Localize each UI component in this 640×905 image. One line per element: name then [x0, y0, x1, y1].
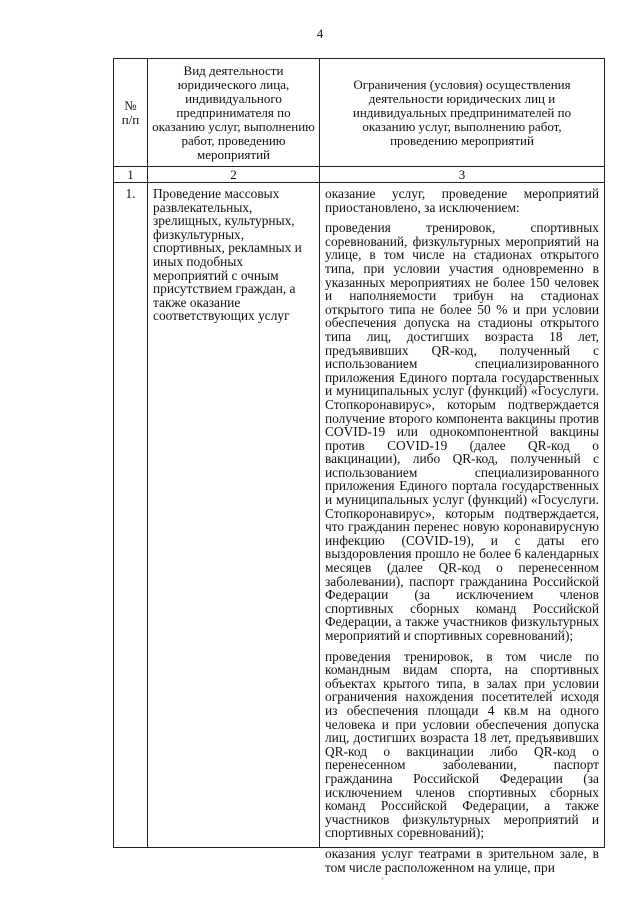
- header-col-activity: Вид деятельности юридического лица, индивидуального предпринимателя по оказанию услуг, выполнению работ, проведению мероприятий: [152, 62, 315, 162]
- condition-indoor-training: проведения тренировок, в том числе по командным видам спорта, на спортивных объектах крытого типа, в залах при условии ограничения нахождения посетителей исходя из обеспечения площади 4 кв.м на одного человека и при условии обеспечения допуска лиц, достигших возраста 18 лет, предъявивших QR-код о вакцинации либо QR-код о перенесенном заболевании, паспорт гражданина Российской Федерации (за исключением членов спортивных сборных команд Российской Федерации, а также участников физкультурных мероприятий и спортивных соревнований);: [325, 648, 599, 841]
- column-number-3: 3: [458, 167, 466, 182]
- condition-outdoor-sports: проведения тренировок, спортивных соревнований, физкультурных мероприятий на улице, в том числе на стадионах открытого типа, при условии участия одновременно в указанных мероприятиях не более 150 человек и наполняемости трибун на стадионах открытого типа не более 50 % и при условии обеспечения допуска на стадионы открытого типа лиц, достигших возраста 18 лет, предъявивших QR-код, полученный с использованием специализированного приложения Единого портала государственных и муниципальных услуг (функций) «Госуслуги. Стопкоронавирус», которым подтверждается получение второго компонента вакцины против COVID-19 или однокомпонентной вакцины против COVID-19 (далее QR-код о вакцинации), либо QR-код, полученный с использованием специализированного приложения Единого портала государственных и муниципальных услуг (функций) «Госуслуги. Стопкоронавирус», которым подтверждается, что гражданин перенес новую коронавирусную инфекцию (COVID-19), и с даты его выздоровления прошло не более 6 календарных месяцев (далее QR-код о перенесенном заболевании), паспорт гражданина Российской Федерации (за исключением членов спортивных сборных команд Российской Федерации, а также участников физкультурных мероприятий и спортивных соревнований);: [325, 220, 599, 643]
- restrictions-table: [113, 58, 605, 875]
- condition-intro: оказание услуг, проведение мероприятий приостановлено, за исключением:: [325, 186, 599, 215]
- condition-theatres: оказания услуг театрами в зрительном зале, в том числе расположенном на улице, при: [325, 845, 599, 875]
- column-number-1: 1: [127, 167, 134, 182]
- footer-mark: ': [382, 876, 384, 886]
- column-numbers-divider: [114, 182, 604, 183]
- row-number: 1.: [125, 186, 136, 201]
- row-activity: Проведение массовых развлекательных, зрелищных, культурных, физкультурных, спортивных, рекламных и иных подобных мероприятий с очным присутствием граждан, а также оказание соответствующих услуг: [153, 186, 302, 324]
- header-col-conditions: Ограничения (условия) осуществления деятельности юридических лиц и индивидуальных предпринимателей по оказанию услуг, выполнению работ, проведению мероприятий: [352, 76, 572, 148]
- header-col-number: № п/п: [121, 97, 140, 127]
- row-conditions: [320, 187, 604, 874]
- page-number: 4: [316, 26, 324, 41]
- column-number-2: 2: [230, 167, 237, 182]
